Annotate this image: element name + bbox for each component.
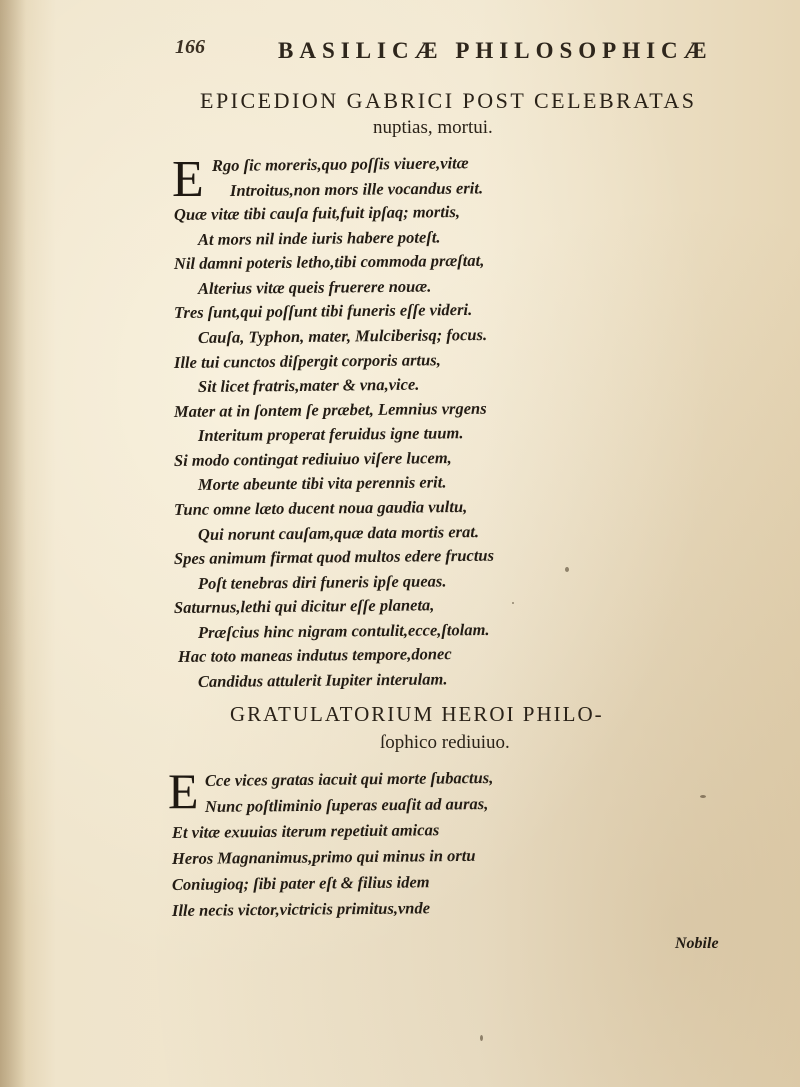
verse-line: Et vitæ exuuias iterum repetiuit amicas xyxy=(171,820,440,842)
verse-line: Tunc omne læto ducent noua gaudia vultu, xyxy=(173,496,468,519)
catchword: Nobile xyxy=(675,935,719,952)
drop-cap-initial: E xyxy=(168,763,199,819)
poem-title-gratulatorium: GRATULATORIUM HEROI PHILO- xyxy=(230,702,604,726)
page-number: 166 xyxy=(175,36,205,58)
verse-line: Tres ſunt,qui poſſunt tibi funeris eſſe videri. xyxy=(173,299,473,322)
paper-speck xyxy=(480,1035,483,1041)
verse-line: Quæ vitæ tibi cauſa fuit,fuit ipſaq; mortis, xyxy=(173,202,461,224)
verse-line: Nil damni poteris letho,tibi commoda præſtat, xyxy=(173,250,485,273)
poem-subtitle-epicedion: nuptias, mortui. xyxy=(373,117,493,138)
verse-line: At mors nil inde iuris habere poteſt. xyxy=(197,227,441,249)
verse-line: Interitum properat feruidus igne tuum. xyxy=(197,423,464,445)
verse-line: Qui norunt cauſam,quæ data mortis erat. xyxy=(197,522,480,544)
verse-line: Præſcius hinc nigram contulit,ecce,ſtolam. xyxy=(197,619,490,642)
verse-line: Ille necis victor,victricis primitus,vnde xyxy=(171,898,431,920)
page-gutter-shadow xyxy=(0,0,26,1087)
paper-speck xyxy=(512,602,514,604)
verse-line: Saturnus,lethi qui dicitur eſſe planeta, xyxy=(173,595,435,617)
verse-line: Morte abeunte tibi vita perennis erit. xyxy=(197,472,447,494)
verse-line: Spes animum firmat quod multos edere fructus xyxy=(173,545,495,568)
verse-line: Si modo contingat rediuiuo viſere lucem, xyxy=(173,448,452,470)
verse-line: Sit licet fratris,mater & vna,vice. xyxy=(197,374,420,396)
verse-line: Cce vices gratas iacuit qui morte ſubactus, xyxy=(204,767,494,790)
paper-speck xyxy=(565,567,569,572)
running-title: BASILICÆ PHILOSOPHICÆ xyxy=(278,38,713,63)
verse-line: Introitus,non mors ille vocandus erit. xyxy=(229,178,484,200)
verse-line: Hac toto maneas indutus tempore,donec xyxy=(177,644,452,666)
verse-line: Rgo ſic moreris,quo poſſis viuere,vitæ xyxy=(211,153,469,175)
verse-line: Cauſa, Typhon, mater, Mulciberisq; focus. xyxy=(197,324,488,347)
verse-line: Poſt tenebras diri funeris ipſe queas. xyxy=(197,571,447,593)
verse-line: Alterius vitæ queis fruerere nouæ. xyxy=(197,276,432,298)
verse-line: Coniugioq; ſibi pater eſt & filius idem xyxy=(171,872,430,894)
verse-line: Ille tui cunctos diſpergit corporis artus, xyxy=(173,350,441,372)
verse-line: Candidus attulerit Iupiter interulam. xyxy=(197,669,448,691)
poem-title-epicedion: EPICEDION GABRICI POST CELEBRATAS xyxy=(200,88,697,113)
poem-subtitle-gratulatorium: ſophico rediuiuo. xyxy=(380,732,510,753)
verse-line: Mater at in ſontem ſe præbet, Lemnius vrgens xyxy=(173,398,487,421)
drop-cap-initial: E xyxy=(172,151,204,208)
paper-speck xyxy=(700,795,706,798)
verse-line: Nunc poſtliminio ſuperas euaſit ad auras, xyxy=(204,794,489,816)
verse-line: Heros Magnanimus,primo qui minus in ortu xyxy=(171,845,476,868)
